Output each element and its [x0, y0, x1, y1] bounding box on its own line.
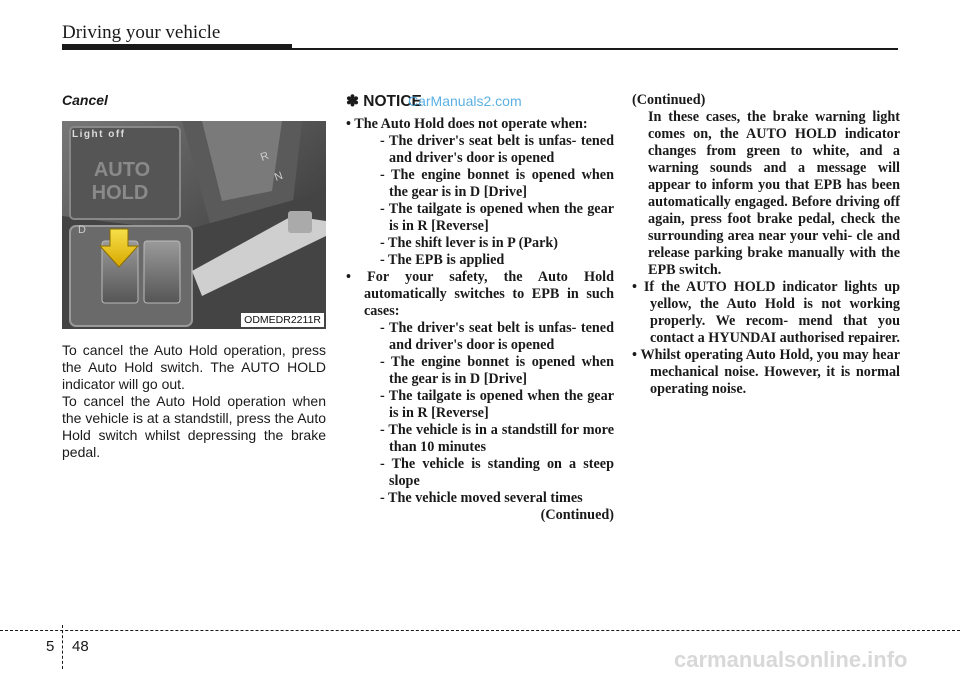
- list-item: - The engine bonnet is opened when the gear is in D [Drive]: [380, 167, 614, 200]
- list-item: - The driver's seat belt is unfas- tened and driver's door is opened: [380, 320, 614, 353]
- continued-label: (Continued): [540, 507, 614, 523]
- notice-column-continued: [632, 92, 900, 398]
- figure-caption: ODMEDR2211R: [241, 313, 324, 327]
- list-item: - The vehicle is in a standstill for more than 10 minutes: [380, 422, 614, 455]
- auto-hold-figure: [62, 121, 326, 329]
- section-heading-cancel: Cancel: [62, 92, 108, 108]
- indicator-text-auto: AUTO: [93, 159, 151, 181]
- list-item: - The shift lever is in P (Park): [380, 235, 558, 251]
- notice-bullet-4: • Whilst operating Auto Hold, you may hear mechanical noise. However, it is normal operating noise.: [632, 347, 900, 397]
- list-item: - The vehicle moved several times: [380, 490, 583, 506]
- paragraph-cancel-1: To cancel the Auto Hold operation, press the Auto Hold switch. The AUTO HOLD indicator will go out.: [62, 342, 326, 392]
- list-item: - The driver's seat belt is unfas- tened and driver's door is opened: [380, 133, 614, 166]
- page-header-title: Driving your vehicle: [62, 22, 221, 43]
- notice-bullet-3: • If the AUTO HOLD indicator lights up yellow, the Auto Hold is not working properly. We recom- mend that you contact a HYUNDAI authorised repairer.: [632, 279, 900, 346]
- notice-bullet-1: • The Auto Hold does not operate when:: [346, 116, 588, 132]
- watermark-text: CarManuals2.com: [408, 93, 522, 109]
- list-item: - The vehicle is standing on a steep slope: [380, 456, 614, 489]
- footer-rule: [0, 630, 960, 631]
- footer-divider: [62, 625, 63, 669]
- notice-heading: ✽ NOTICE: [346, 93, 422, 110]
- header-bar: [62, 44, 292, 50]
- header-rule: [290, 48, 898, 50]
- section-number: 5: [46, 638, 55, 655]
- list-item: - The engine bonnet is opened when the gear is in D [Drive]: [380, 354, 614, 387]
- list-item: - The tailgate is opened when the gear is in R [Reverse]: [380, 201, 614, 234]
- console-illustration: [62, 121, 326, 329]
- paragraph-cancel-2: To cancel the Auto Hold operation when the vehicle is at a standstill, press the Auto Hold switch whilst depressing the brake pedal.: [62, 393, 326, 460]
- list-item: - The EPB is applied: [380, 252, 505, 268]
- figure-label: Light off: [72, 129, 126, 140]
- notice-bullet-2: • For your safety, the Auto Hold automatically switches to EPB in such cases:: [346, 269, 614, 319]
- svg-text:R: R: [258, 149, 271, 164]
- paragraph-brake-warning: In these cases, the brake warning light comes on, the AUTO HOLD indicator changes from green to white, and a warning sounds and a message will appear to inform you that EPB has been automatically engaged. Before driving off again, press foot brake pedal, check the surrounding area near your vehi- cle and release parking brake manually with the EPB switch.: [648, 109, 900, 278]
- site-watermark: carmanualsonline.info: [674, 647, 908, 672]
- notice-column: [346, 116, 614, 524]
- page-number: 48: [72, 638, 89, 655]
- list-item: - The tailgate is opened when the gear is in R [Reverse]: [380, 388, 614, 421]
- indicator-text-hold: HOLD: [91, 182, 149, 204]
- svg-text:D: D: [78, 224, 86, 236]
- continued-heading: (Continued): [632, 92, 706, 108]
- svg-text:N: N: [272, 169, 285, 184]
